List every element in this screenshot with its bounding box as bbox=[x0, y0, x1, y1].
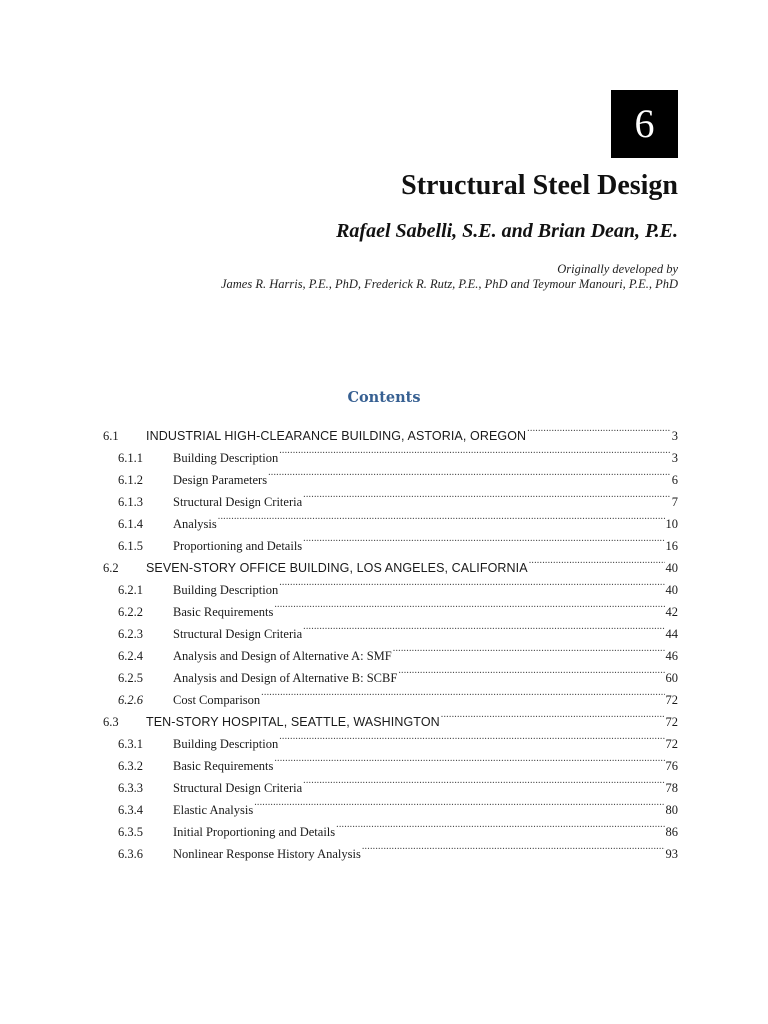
toc-dot-leader bbox=[274, 602, 664, 616]
toc-entry-page: 3 bbox=[671, 451, 678, 465]
toc-entry-page: 78 bbox=[665, 781, 678, 795]
toc-entry-number: 6.3.1 bbox=[118, 737, 143, 751]
toc-subsection-entry[interactable] bbox=[103, 469, 678, 491]
toc-entry-title: TEN-STORY HOSPITAL, SEATTLE, WASHINGTON bbox=[146, 715, 440, 729]
toc-entry-number: 6.1.1 bbox=[118, 451, 143, 465]
toc-subsection-entry[interactable] bbox=[103, 645, 678, 667]
toc-entry-page: 10 bbox=[665, 517, 678, 531]
toc-section-entry[interactable] bbox=[103, 425, 678, 447]
toc-dot-leader bbox=[527, 426, 671, 440]
toc-subsection-entry[interactable] bbox=[103, 447, 678, 469]
chapter-number-box bbox=[611, 90, 678, 158]
toc-dot-leader bbox=[279, 734, 664, 748]
toc-entry-number: 6.3.5 bbox=[118, 825, 143, 839]
toc-subsection-entry[interactable] bbox=[103, 535, 678, 557]
toc-dot-leader bbox=[362, 844, 665, 858]
toc-entry-title: Initial Proportioning and Details bbox=[173, 825, 336, 839]
table-of-contents bbox=[103, 425, 678, 865]
toc-entry-title: INDUSTRIAL HIGH-CLEARANCE BUILDING, ASTORIA, OREGON bbox=[146, 429, 527, 443]
toc-entry-title: Structural Design Criteria bbox=[173, 495, 303, 509]
toc-subsection-entry[interactable] bbox=[103, 689, 678, 711]
toc-entry-number: 6.3.4 bbox=[118, 803, 143, 817]
toc-dot-leader bbox=[279, 580, 664, 594]
toc-dot-leader bbox=[218, 514, 665, 528]
toc-dot-leader bbox=[274, 756, 664, 770]
toc-entry-number: 6.1 bbox=[103, 429, 119, 443]
originally-developed-label: Originally developed by bbox=[557, 262, 678, 276]
toc-entry-number: 6.2.3 bbox=[118, 627, 143, 641]
toc-entry-page: 72 bbox=[665, 715, 678, 729]
toc-entry-title: Building Description bbox=[173, 451, 279, 465]
toc-dot-leader bbox=[529, 558, 665, 572]
toc-entry-title: Basic Requirements bbox=[173, 605, 274, 619]
toc-subsection-entry[interactable] bbox=[103, 799, 678, 821]
toc-entry-title: Proportioning and Details bbox=[173, 539, 303, 553]
toc-dot-leader bbox=[261, 690, 664, 704]
toc-entry-page: 72 bbox=[665, 737, 678, 751]
toc-entry-title: Nonlinear Response History Analysis bbox=[173, 847, 361, 861]
toc-entry-number: 6.3.2 bbox=[118, 759, 143, 773]
toc-entry-number: 6.2.6 bbox=[118, 693, 143, 707]
toc-dot-leader bbox=[303, 536, 664, 550]
toc-entry-title: Structural Design Criteria bbox=[173, 781, 303, 795]
toc-entry-page: 16 bbox=[665, 539, 678, 553]
toc-entry-number: 6.1.5 bbox=[118, 539, 143, 553]
toc-entry-page: 86 bbox=[665, 825, 678, 839]
toc-entry-number: 6.3 bbox=[103, 715, 119, 729]
toc-entry-number: 6.1.2 bbox=[118, 473, 143, 487]
toc-subsection-entry[interactable] bbox=[103, 777, 678, 799]
toc-entry-title: Analysis and Design of Alternative B: SCBF bbox=[173, 671, 398, 685]
toc-subsection-entry[interactable] bbox=[103, 513, 678, 535]
toc-dot-leader bbox=[268, 470, 671, 484]
toc-entry-page: 80 bbox=[665, 803, 678, 817]
toc-entry-page: 46 bbox=[665, 649, 678, 663]
toc-entry-title: Design Parameters bbox=[173, 473, 268, 487]
toc-entry-number: 6.1.4 bbox=[118, 517, 143, 531]
toc-dot-leader bbox=[254, 800, 664, 814]
original-authors: James R. Harris, P.E., PhD, Frederick R. Rutz, P.E., PhD and Teymour Manouri, P.E., PhD bbox=[220, 277, 678, 291]
toc-dot-leader bbox=[441, 712, 665, 726]
toc-entry-page: 60 bbox=[665, 671, 678, 685]
toc-entry-title: Analysis and Design of Alternative A: SMF bbox=[173, 649, 392, 663]
toc-entry-number: 6.1.3 bbox=[118, 495, 143, 509]
toc-dot-leader bbox=[336, 822, 664, 836]
toc-subsection-entry[interactable] bbox=[103, 579, 678, 601]
toc-entry-title: Structural Design Criteria bbox=[173, 627, 303, 641]
toc-subsection-entry[interactable] bbox=[103, 755, 678, 777]
toc-dot-leader bbox=[303, 624, 664, 638]
toc-section-entry[interactable] bbox=[103, 711, 678, 733]
toc-entry-page: 7 bbox=[671, 495, 678, 509]
toc-subsection-entry[interactable] bbox=[103, 821, 678, 843]
toc-subsection-entry[interactable] bbox=[103, 623, 678, 645]
toc-dot-leader bbox=[303, 778, 664, 792]
toc-subsection-entry[interactable] bbox=[103, 667, 678, 689]
toc-entry-page: 42 bbox=[665, 605, 678, 619]
toc-entry-title: Analysis bbox=[173, 517, 217, 531]
toc-subsection-entry[interactable] bbox=[103, 843, 678, 865]
chapter-title: Structural Steel Design bbox=[401, 170, 678, 201]
toc-entry-number: 6.2.2 bbox=[118, 605, 143, 619]
toc-entry-title: Cost Comparison bbox=[173, 693, 261, 707]
toc-entry-page: 40 bbox=[665, 561, 678, 575]
toc-entry-title: Building Description bbox=[173, 583, 279, 597]
toc-entry-number: 6.2.5 bbox=[118, 671, 143, 685]
toc-subsection-entry[interactable] bbox=[103, 601, 678, 623]
contents-heading: Contents bbox=[347, 389, 421, 406]
toc-dot-leader bbox=[398, 668, 664, 682]
toc-subsection-entry[interactable] bbox=[103, 733, 678, 755]
toc-dot-leader bbox=[303, 492, 671, 506]
toc-entry-page: 44 bbox=[665, 627, 678, 641]
toc-entry-number: 6.2 bbox=[103, 561, 119, 575]
chapter-number: 6 bbox=[634, 101, 655, 146]
toc-entry-page: 72 bbox=[665, 693, 678, 707]
toc-entry-page: 3 bbox=[671, 429, 678, 443]
toc-entry-title: SEVEN-STORY OFFICE BUILDING, LOS ANGELES, CALIFORNIA bbox=[146, 561, 528, 575]
toc-entry-number: 6.3.3 bbox=[118, 781, 143, 795]
chapter-authors: Rafael Sabelli, S.E. and Brian Dean, P.E. bbox=[336, 220, 678, 242]
toc-entry-number: 6.3.6 bbox=[118, 847, 143, 861]
toc-entry-number: 6.2.1 bbox=[118, 583, 143, 597]
toc-entry-title: Basic Requirements bbox=[173, 759, 274, 773]
toc-entry-page: 40 bbox=[665, 583, 678, 597]
toc-entry-title: Elastic Analysis bbox=[173, 803, 254, 817]
toc-entry-page: 76 bbox=[665, 759, 678, 773]
toc-section-entry[interactable] bbox=[103, 557, 678, 579]
toc-dot-leader bbox=[393, 646, 665, 660]
toc-entry-page: 6 bbox=[671, 473, 678, 487]
toc-entry-title: Building Description bbox=[173, 737, 279, 751]
toc-subsection-entry[interactable] bbox=[103, 491, 678, 513]
toc-entry-page: 93 bbox=[665, 847, 678, 861]
toc-dot-leader bbox=[279, 448, 671, 462]
toc-entry-number: 6.2.4 bbox=[118, 649, 143, 663]
